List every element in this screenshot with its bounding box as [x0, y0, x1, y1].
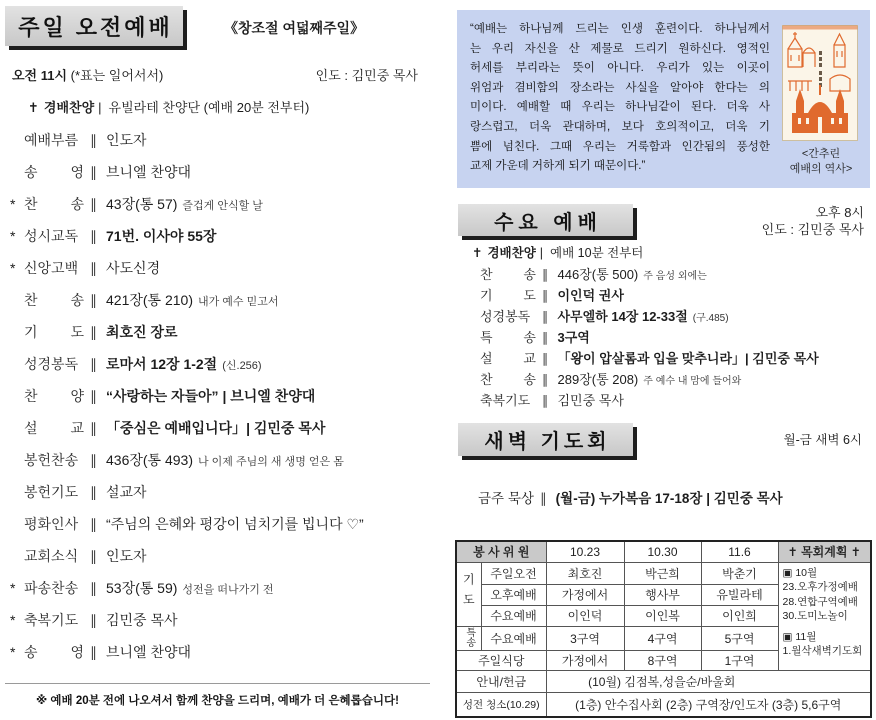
order-label: 파송찬송	[24, 580, 79, 596]
order-label: 특 송	[480, 330, 536, 345]
quote-line: 랑스럽고, 더욱 관대하며, 보다 호의적이고, 더욱 기	[470, 120, 770, 133]
order-item	[10, 482, 430, 514]
order-note: 나 이제 주님의 새 생명 얻은 몸	[197, 456, 344, 468]
separator: ∥	[90, 356, 97, 372]
sunday-praise-line	[28, 99, 309, 117]
separator: ∥	[90, 260, 97, 276]
quote-line: “예배는 하나님께 드리는 인생 훈련이다. 하나님께서	[470, 23, 770, 35]
weekly-meditation	[478, 489, 783, 509]
separator: ∥	[90, 420, 97, 436]
roster-role: 성전 청소(10.29)	[456, 692, 546, 717]
wednesday-service-title: 수요 예배	[458, 204, 633, 236]
order-label: 찬 송	[24, 292, 84, 308]
order-label: 기 도	[480, 288, 536, 303]
roster-header-row	[456, 541, 871, 562]
roster-cell: 최호진	[546, 562, 624, 584]
order-item	[10, 194, 430, 226]
order-content: 인도자	[106, 132, 147, 148]
order-item	[10, 578, 430, 610]
quote-text	[470, 20, 770, 177]
roster-cell: (1층) 안수집사회 (2층) 구역장/인도자 (3층) 5,6구역	[546, 692, 871, 717]
meditation-label: 금주 묵상	[478, 491, 534, 506]
order-content-bold: “사랑하는 자들아” | 브니엘 찬양대	[106, 388, 316, 404]
ministry-plan	[778, 562, 871, 670]
roster-cell: 3구역	[546, 626, 624, 650]
order-content: 인도자	[106, 548, 147, 564]
roster-cell: 유빌라테	[701, 584, 778, 605]
order-label: 찬 송	[480, 372, 536, 387]
standing-mark: *	[10, 612, 16, 628]
order-label: 성시교독	[24, 228, 79, 244]
roster-cell: 박춘기	[701, 562, 778, 584]
roster-cell: 1구역	[701, 650, 778, 670]
ministry-plan-title: 목회계획	[801, 545, 848, 560]
separator: ∥	[90, 196, 97, 212]
order-content: 436장(통 493)	[106, 452, 193, 468]
praise-text: 예배 10분 전부터	[550, 246, 644, 260]
book-caption-line: 예배의 역사>	[789, 163, 853, 175]
worship-quote-panel	[457, 10, 870, 188]
praise-label: 경배찬양	[43, 100, 95, 115]
separator: ∥	[90, 292, 97, 308]
roster-role: 안내/헌금	[456, 670, 546, 692]
quote-line: 교제 가운데 거하게 되기 때문이다.”	[470, 160, 646, 173]
standing-mark: *	[10, 260, 16, 276]
order-item	[480, 264, 870, 285]
order-item	[10, 226, 430, 258]
ministry-plan-header	[778, 541, 871, 562]
plan-line: 28.연합구역예배	[782, 595, 858, 608]
cross-icon: ✝	[787, 545, 798, 560]
order-item	[480, 390, 870, 411]
order-content: 브니엘 찬양대	[106, 644, 192, 660]
separator: ∥	[542, 288, 549, 303]
quote-line: 위엄과 겸비함의 장소라는 사실을 알아야 한다는 의	[470, 81, 770, 94]
wednesday-order-list	[480, 264, 870, 411]
order-item	[10, 354, 430, 386]
separator: ∥	[542, 330, 549, 345]
order-content-bold: 로마서 12장 1-2절	[106, 356, 218, 372]
order-label: 설 교	[24, 420, 84, 436]
order-note: 즐겁게 안식할 날	[182, 200, 263, 212]
order-content: 421장(통 210)	[106, 292, 193, 308]
order-content: 브니엘 찬양대	[106, 164, 192, 180]
order-note: 내가 예수 믿고서	[197, 296, 279, 308]
roster-date: 10.30	[624, 541, 701, 562]
separator: ∥	[90, 516, 97, 532]
order-item	[10, 258, 430, 290]
separator: ∥	[90, 644, 97, 660]
order-content-bold: 「중심은 예배입니다」| 김민중 목사	[106, 420, 326, 436]
roster-date: 11.6	[701, 541, 778, 562]
standing-mark: *	[10, 196, 16, 212]
order-item	[10, 290, 430, 322]
separator: ∥	[90, 452, 97, 468]
order-item	[10, 418, 430, 450]
order-label: 축복기도	[24, 612, 79, 628]
cross-icon: ✝	[850, 545, 861, 560]
roster-group-special-song: 특송	[456, 626, 481, 650]
separator: ∥	[90, 580, 97, 596]
roster-cell: 5구역	[701, 626, 778, 650]
order-content: 289장(통 208)	[557, 372, 639, 387]
separator: ∥	[542, 393, 549, 408]
liturgical-week-subtitle: 《창조절 여덟째주일》	[224, 20, 365, 36]
sunday-order-list	[10, 130, 430, 674]
quote-line: 미이다. 예배할 때 우리는 하나님같이 된다. 더욱 사	[470, 101, 770, 114]
order-content: 김민중 목사	[106, 612, 178, 628]
quote-line: 는 우리 자신을 산 제물로 드리기 원하신다. 영적인	[470, 42, 770, 55]
cross-icon: ✝	[472, 246, 483, 260]
roster-cell: 이인희	[701, 605, 778, 626]
separator: ∥	[542, 267, 549, 282]
order-label: 평화인사	[24, 516, 79, 532]
wednesday-time: 오후 8시	[815, 205, 864, 220]
separator: ∥	[90, 324, 97, 340]
roster-cell: 행사부	[624, 584, 701, 605]
order-item	[10, 130, 430, 162]
dawn-prayer-time: 월-금 새벽 6시	[783, 433, 862, 447]
order-content: 43장(통 57)	[106, 196, 178, 212]
order-label: 예배부름	[24, 132, 79, 148]
roster-cell: 8구역	[624, 650, 701, 670]
plan-line: 30.도미노놀이	[782, 610, 848, 622]
roster-cell: 이인덕	[546, 605, 624, 626]
order-item	[10, 514, 430, 546]
order-note: (신.256)	[222, 360, 262, 372]
sunday-leader: 인도 : 김민중 목사	[315, 68, 418, 83]
roster-cell: 가정에서	[546, 584, 624, 605]
separator: ∥	[90, 164, 97, 180]
order-content-bold: 이인덕 권사	[557, 288, 624, 303]
order-content: 설교자	[106, 484, 147, 500]
separator: ∥	[539, 491, 547, 506]
quote-line: 쁨에 넘친다. 그때 우리는 거룩함과 인간됨의 풍성한	[470, 140, 770, 153]
order-label: 기 도	[24, 324, 84, 340]
sunday-time-row	[12, 67, 163, 85]
order-label: 송 영	[24, 164, 84, 180]
order-content-bold: 최호진 장로	[106, 324, 178, 340]
separator: ∥	[90, 228, 97, 244]
footer-notice: ※ 예배 20분 전에 나오셔서 함께 찬양을 드리며, 예배가 더 은혜롭습니다!	[5, 683, 430, 716]
roster-cell: 이인복	[624, 605, 701, 626]
order-content: 김민중 목사	[557, 393, 624, 408]
separator: ∥	[90, 388, 97, 404]
order-item	[10, 450, 430, 482]
standing-mark: *	[10, 228, 16, 244]
standing-mark: *	[10, 580, 16, 596]
order-item	[480, 327, 870, 348]
wednesday-leader: 인도 : 김민중 목사	[761, 222, 864, 237]
order-label: 찬 송	[24, 196, 84, 212]
order-label: 성경봉독	[24, 356, 79, 372]
order-label: 교회소식	[24, 548, 79, 564]
roster-cell: 가정에서	[546, 650, 624, 670]
roster-role: 오후예배	[481, 584, 546, 605]
roster-role: 수요예배	[481, 626, 546, 650]
table-row	[456, 692, 871, 717]
plan-line: 1.월삭새벽기도회	[782, 645, 863, 657]
separator: ∥	[542, 351, 549, 366]
order-item	[10, 642, 430, 674]
plan-line: ▣ 10월	[782, 566, 818, 579]
praise-label: 경배찬양	[487, 246, 536, 260]
order-item	[10, 386, 430, 418]
wednesday-praise-line	[472, 244, 643, 262]
sunday-service-title: 주일 오전예배	[5, 6, 183, 46]
order-content-bold: 3구역	[557, 330, 590, 345]
roster-role: 주일오전	[481, 562, 546, 584]
order-item	[480, 348, 870, 369]
quote-line: 허세를 부리라는 뜻이 아니다. 우리가 있는 이곳이	[470, 62, 770, 75]
roster-role: 주일식당	[456, 650, 546, 670]
roster-header-title: 봉 사 위 원	[456, 541, 546, 562]
praise-text: 유빌라테 찬양단 (예배 20분 전부터)	[108, 100, 310, 115]
separator: ∥	[90, 132, 97, 148]
standing-mark: *	[10, 644, 16, 660]
separator: ∥	[90, 548, 97, 564]
order-note: 주 음성 외에는	[643, 271, 707, 282]
order-item	[480, 285, 870, 306]
order-label: 축복기도	[480, 393, 531, 408]
order-note: 성전을 떠나가기 전	[182, 584, 274, 596]
plan-line: 23.오후가정예배	[782, 581, 858, 593]
order-item	[480, 369, 870, 390]
separator: ∥	[542, 372, 549, 387]
book-caption-line: <간추린	[801, 148, 841, 160]
separator: ∥	[90, 484, 97, 500]
order-note: 주 예수 내 맘에 들어와	[643, 376, 742, 387]
order-content-bold: 「왕이 압살롬과 입을 맞추니라」| 김민중 목사	[557, 351, 819, 366]
dawn-prayer-title: 새벽 기도회	[458, 423, 633, 456]
table-row	[456, 670, 871, 692]
meditation-text: (월-금) 누가복음 17-18장 | 김민중 목사	[555, 491, 783, 506]
order-label: 봉헌찬송	[24, 452, 79, 468]
order-content-bold: 사무엘하 14장 12-33절	[557, 309, 688, 324]
order-label: 신앙고백	[24, 260, 79, 276]
roster-role: 수요예배	[481, 605, 546, 626]
praise-divider: |	[98, 100, 102, 115]
order-label: 찬 송	[480, 267, 536, 282]
order-content: 사도신경	[106, 260, 161, 276]
order-item	[10, 610, 430, 642]
order-label: 성경봉독	[480, 309, 531, 324]
order-content: “주님의 은혜와 평강이 넘치기를 빕니다 ♡”	[106, 516, 364, 532]
roster-date: 10.23	[546, 541, 624, 562]
separator: ∥	[90, 612, 97, 628]
praise-divider: |	[539, 246, 544, 260]
order-label: 설 교	[480, 351, 536, 366]
standing-note: (*표는 일어서서)	[70, 68, 164, 83]
book-cover-image	[782, 25, 858, 141]
sunday-time: 오전 11시	[12, 68, 68, 83]
order-content-bold: 71번. 이사야 55장	[106, 228, 217, 244]
book-caption	[776, 147, 866, 177]
order-label: 봉헌기도	[24, 484, 79, 500]
roster-cell: (10월) 김점복,성을순/바울회	[546, 670, 871, 692]
roster-cell: 박근희	[624, 562, 701, 584]
separator: ∥	[542, 309, 549, 324]
order-item	[10, 162, 430, 194]
order-content: 446장(통 500)	[557, 267, 639, 282]
order-item	[10, 546, 430, 578]
plan-line: ▣ 11월	[782, 630, 817, 643]
roster-cell: 4구역	[624, 626, 701, 650]
roster-group-prayer: 기도	[456, 562, 481, 626]
service-roster-table	[455, 540, 872, 718]
order-content: 53장(통 59)	[106, 580, 178, 596]
order-label: 송 영	[24, 644, 84, 660]
order-item	[480, 306, 870, 327]
order-note: (구.485)	[692, 313, 729, 324]
table-row	[456, 562, 871, 584]
order-item	[10, 322, 430, 354]
order-label: 찬 양	[24, 388, 84, 404]
cross-icon: ✝	[28, 100, 39, 115]
